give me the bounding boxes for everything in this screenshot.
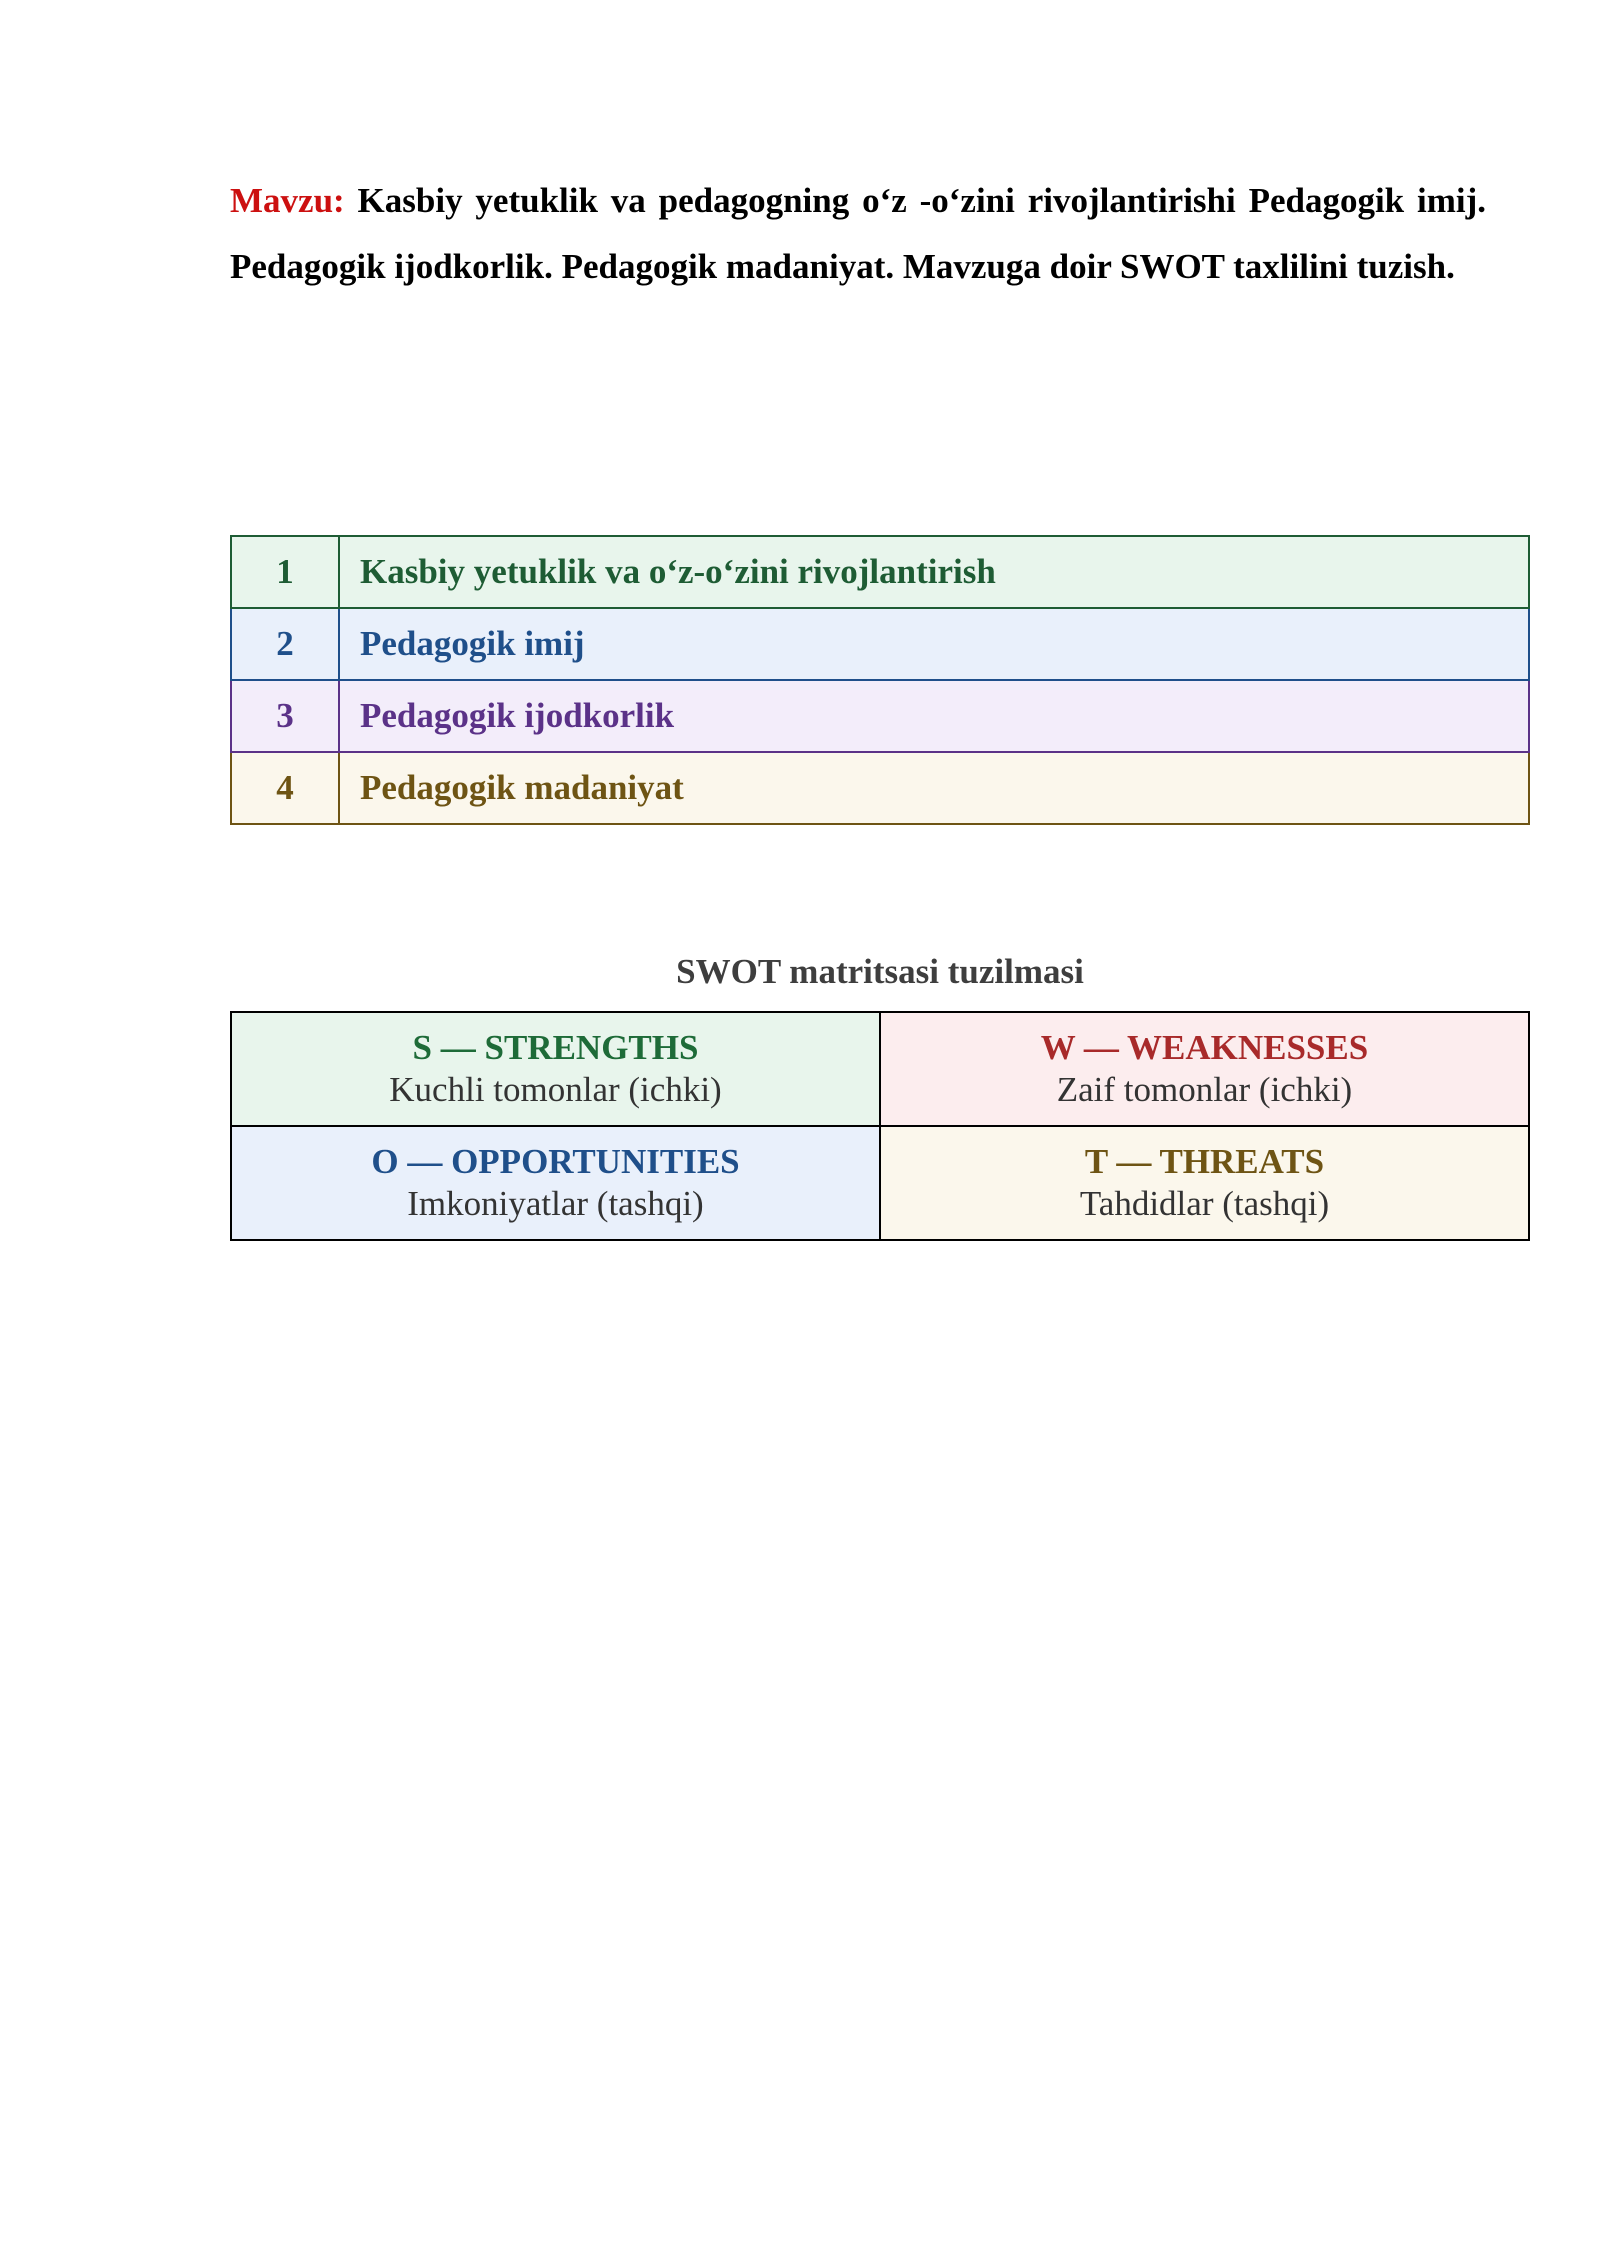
topics-table (230, 535, 1530, 825)
row-title: Pedagogik imij (339, 608, 1529, 680)
threats-heading: T — THREATS (1084, 1142, 1325, 1181)
weaknesses-heading: W — WEAKNESSES (1040, 1028, 1369, 1067)
swot-opportunities-cell (231, 1126, 880, 1240)
swot-weaknesses-cell (880, 1012, 1529, 1126)
threats-subtitle: Tahdidlar (tashqi) (1079, 1184, 1330, 1223)
swot-row-external (231, 1126, 1529, 1240)
opportunities-heading: O — OPPORTUNITIES (371, 1142, 740, 1181)
topic-text: Kasbiy yetuklik va pedagogning o‘z -o‘zini rivojlantirishi Pedagogik imij. Pedagogik ijodkorlik. Pedagogik madaniyat. Mavzuga doir SWOT taxlilini tuzish. (230, 181, 1486, 286)
row-title: Pedagogik madaniyat (339, 752, 1529, 824)
table-row (231, 680, 1529, 752)
row-number: 3 (231, 680, 339, 752)
swot-threats-cell (880, 1126, 1529, 1240)
opportunities-subtitle: Imkoniyatlar (tashqi) (407, 1184, 704, 1223)
table-row (231, 536, 1529, 608)
row-title: Pedagogik ijodkorlik (339, 680, 1529, 752)
row-number: 4 (231, 752, 339, 824)
topic-paragraph (230, 168, 1486, 300)
swot-matrix (230, 1011, 1530, 1241)
row-number: 1 (231, 536, 339, 608)
row-number: 2 (231, 608, 339, 680)
strengths-subtitle: Kuchli tomonlar (ichki) (389, 1070, 722, 1109)
topic-label: Mavzu: (230, 181, 345, 220)
swot-row-internal (231, 1012, 1529, 1126)
row-title: Kasbiy yetuklik va o‘z-o‘zini rivojlantirish (339, 536, 1529, 608)
weaknesses-subtitle: Zaif tomonlar (ichki) (1056, 1070, 1353, 1109)
table-row (231, 752, 1529, 824)
swot-strengths-cell (231, 1012, 880, 1126)
swot-title: SWOT matritsasi tuzilmasi (676, 952, 1084, 991)
table-row (231, 608, 1529, 680)
strengths-heading: S — STRENGTHS (412, 1028, 699, 1067)
